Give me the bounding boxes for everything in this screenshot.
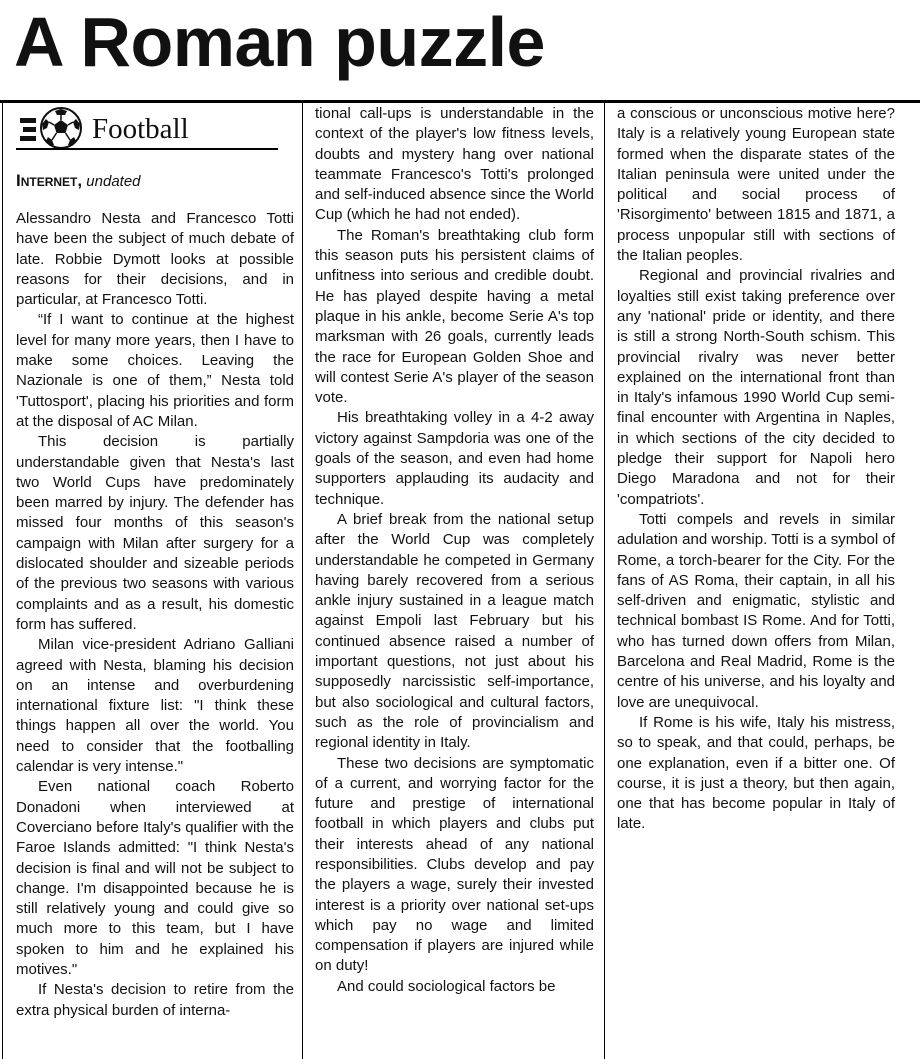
headline: A Roman puzzle [14,3,545,81]
section-tag [16,104,278,154]
paragraph: The Roman's breathtaking club form this season puts his persistent claims of unfitness into serious and credible doubt. He has played despite having a metal plaque in his ankle, become Serie A's top marksman with 26 goals, currently leads the race for European Golden Shoe and will contest Serie A's player of the season vote. [315,226,594,407]
paragraph: Milan vice-president Adriano Galliani agreed with Nesta, blaming his decision on an intense and overburdening international fixture list: "I think these things happen all over the world. You need to consider that the footballing calendar is very intense." [16,636,294,776]
paragraph: A brief break from the national setup after the World Cup was completely understandable he competed in Germany having barely recovered from a serious ankle injury sustained in a league match against Empoli last February but his continued absence raised a number of important questions, not just about his supposedly narcissistic self-importance, but also sociological and cultural factors, such as the role of provincialism and regional identity in Italy. [315,510,594,752]
article-column-1 [16,209,294,1021]
dateline-city: Internet, [16,171,83,190]
paragraph-continued: tional call-ups is understandable in the context of the player's low fitness levels, doubts and mystery hang over national teammate Francesco's Totti's prolonged and self-induced absence since the World Cup (which he had not ended). [315,105,594,224]
left-border-rule [2,103,3,1059]
football-icon [20,106,84,150]
paragraph-continued: a conscious or unconscious motive here? Italy is a relatively young European state formed when the disparate states of the Italian peninsula were united under the political and social process of 'Risorgimento' between 1815 and 1871, a process unpopular still with sections of the Italian peoples. [617,105,895,265]
paragraph: Even national coach Roberto Donadoni when interviewed at Coverciano before Italy's qualifier with the Faroe Islands admitted: "I think Nesta's decision is final and will not be subject to change. I'm disappointed because he is still relatively young and could give so much more to this team, but I have spoken to him and he explained his motives." [16,778,294,978]
article-column-2 [315,104,594,997]
section-underline [16,148,278,150]
paragraph: Totti compels and revels in similar adulation and worship. Totti is a symbol of Rome, a torch-bearer for the City. For the fans of AS Roma, their captain, in all his self-driven and enigmatic, stylistic and technical bombast IS Rome. And for Totti, who has turned down offers from Milan, Barcelona and Real Madrid, Rome is the centre of his universe, and his loyalty and love are unequivocal. [617,510,895,711]
dateline [16,170,141,193]
paragraph: Regional and provincial rivalries and loyalties still exist taking preference over any 'national' pride or identity, and there is still a strong North-South schism. This provincial rivalry was never better explained on the international front than in Italy's infamous 1990 World Cup semi-final encounter with Argentina in Naples, in which sections of the city decided to pledge their support for Napoli hero Diego Maradona and not for their 'compatriots'. [617,267,895,508]
paragraph: If Rome is his wife, Italy his mistress, so to speak, and that could, perhaps, be one explanation, even if a bitter one. Of course, it is just a theory, but then again, one that has become popular in Italy of late. [617,713,895,833]
section-name: Football [92,113,189,145]
dateline-when: undated [86,173,141,190]
paragraph: This decision is partially understandable given that Nesta's last two World Cups have predominately been marred by injury. The defender has missed four months of this season's campaign with Milan after surgery for a dislocated shoulder and sizeable periods of the previous two seasons with various complaints and as a result, his domestic form has suffered. [16,433,294,633]
headline-rule [0,100,920,103]
paragraph: And could sociological factors be [337,977,556,995]
column-divider-1 [302,103,303,1059]
article-column-3 [617,104,895,835]
paragraph: If Nesta's decision to retire from the extra physical burden of interna- [16,981,294,1019]
paragraph: These two decisions are symptomatic of a current, and worrying factor for the future and prestige of international football in which players and clubs put their interests ahead of any national responsibilities. Clubs develop and pay the players a wage, surely their invested interest is a priority over national set-ups which pay no wage and limited compensation if players are injured while on duty! [315,754,594,975]
column-divider-2 [604,103,605,1059]
paragraph: His breathtaking volley in a 4-2 away victory against Sampdoria was one of the goals of the season, and even had home supporters applauding its audacity and technique. [315,409,594,508]
paragraph: Alessandro Nesta and Francesco Totti have been the subject of much debate of late. Robbie Dymott looks at possible reasons for their decisions, and in particular, at Francesco Totti. [16,210,294,309]
paragraph: “If I want to continue at the highest level for many more years, then I have to make some choices. Leaving the Nazionale is one of them,” Nesta told 'Tuttosport', placing his priorities and form at the disposal of AC Milan. [16,311,294,430]
